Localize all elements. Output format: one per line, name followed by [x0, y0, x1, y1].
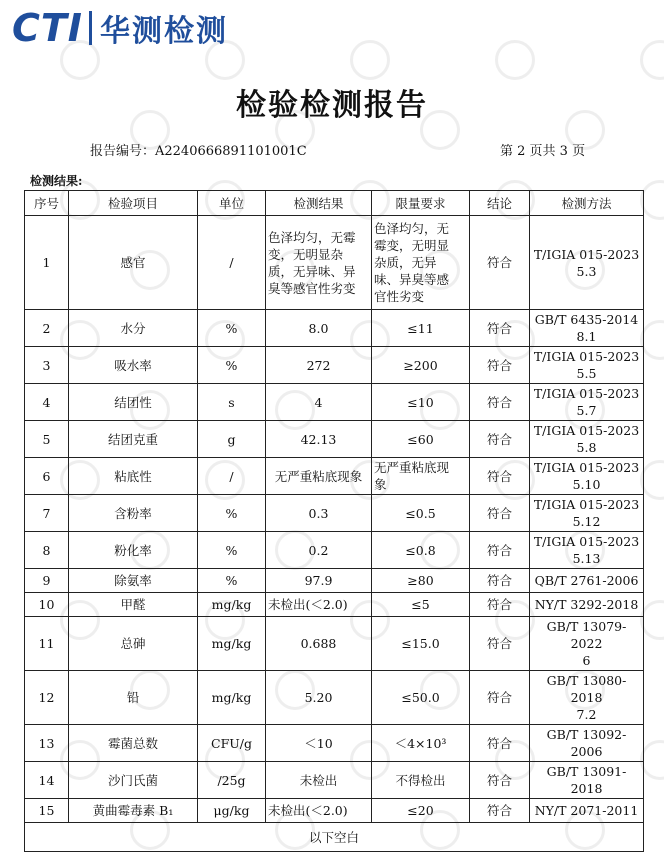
cell-unit: % — [198, 310, 266, 347]
logo-divider — [89, 11, 92, 45]
company-logo — [12, 6, 228, 50]
cell-method: GB/T 13091-2018 — [530, 762, 644, 799]
cell-unit: μg/kg — [198, 799, 266, 823]
table-row — [25, 495, 644, 532]
cell-item: 总砷 — [69, 617, 198, 671]
col-header-result: 检测结果 — [266, 191, 372, 216]
cell-item: 水分 — [69, 310, 198, 347]
cell-no: 5 — [25, 421, 69, 458]
cell-limit: ＜4×10³ — [372, 725, 470, 762]
cell-limit: 不得检出 — [372, 762, 470, 799]
logo-cti-text: CTI — [12, 6, 83, 50]
cell-limit: ≤20 — [372, 799, 470, 823]
cell-method: GB/T 13092-2006 — [530, 725, 644, 762]
cell-result: 未检出 — [266, 762, 372, 799]
cell-limit: ≥200 — [372, 347, 470, 384]
cell-item: 铅 — [69, 671, 198, 725]
cell-conclusion: 符合 — [470, 495, 530, 532]
cell-unit: mg/kg — [198, 671, 266, 725]
cell-limit: ≤50.0 — [372, 671, 470, 725]
table-row — [25, 617, 644, 671]
col-header-no: 序号 — [25, 191, 69, 216]
cell-method: T/IGIA 015-2023 5.13 — [530, 532, 644, 569]
cell-conclusion: 符合 — [470, 458, 530, 495]
cell-unit: /25g — [198, 762, 266, 799]
cell-unit: CFU/g — [198, 725, 266, 762]
cell-method: T/IGIA 015-2023 5.10 — [530, 458, 644, 495]
table-row — [25, 569, 644, 593]
cell-limit: ≤11 — [372, 310, 470, 347]
cell-no: 14 — [25, 762, 69, 799]
cell-limit: ≤5 — [372, 593, 470, 617]
cell-item: 粉化率 — [69, 532, 198, 569]
cell-no: 12 — [25, 671, 69, 725]
cell-result: 272 — [266, 347, 372, 384]
cell-result: 无严重粘底现象 — [266, 458, 372, 495]
cell-conclusion: 符合 — [470, 617, 530, 671]
table-row — [25, 762, 644, 799]
cell-conclusion: 符合 — [470, 799, 530, 823]
cell-item: 除氨率 — [69, 569, 198, 593]
cell-method: T/IGIA 015-2023 5.7 — [530, 384, 644, 421]
cell-item: 甲醛 — [69, 593, 198, 617]
cell-method: T/IGIA 015-2023 5.8 — [530, 421, 644, 458]
cell-unit: mg/kg — [198, 617, 266, 671]
cell-limit: ≤0.5 — [372, 495, 470, 532]
cell-no: 11 — [25, 617, 69, 671]
cell-result: 0.688 — [266, 617, 372, 671]
cell-limit: ≥80 — [372, 569, 470, 593]
page-number: 第 2 页共 3 页 — [500, 144, 586, 159]
watermark-seal-icon — [640, 40, 664, 80]
cell-limit: ≤0.8 — [372, 532, 470, 569]
cell-no: 8 — [25, 532, 69, 569]
cell-unit: % — [198, 347, 266, 384]
col-header-method: 检测方法 — [530, 191, 644, 216]
cell-method: NY/T 2071-2011 — [530, 799, 644, 823]
cell-unit: % — [198, 569, 266, 593]
cell-unit: mg/kg — [198, 593, 266, 617]
cell-unit: s — [198, 384, 266, 421]
cell-method: T/IGIA 015-2023 5.3 — [530, 216, 644, 310]
cell-conclusion: 符合 — [470, 671, 530, 725]
cell-result: 42.13 — [266, 421, 372, 458]
cell-method: NY/T 3292-2018 — [530, 593, 644, 617]
cell-conclusion: 符合 — [470, 593, 530, 617]
cell-conclusion: 符合 — [470, 216, 530, 310]
table-row — [25, 216, 644, 310]
cell-item: 沙门氏菌 — [69, 762, 198, 799]
cell-method: GB/T 6435-2014 8.1 — [530, 310, 644, 347]
cell-unit: / — [198, 458, 266, 495]
cell-conclusion: 符合 — [470, 384, 530, 421]
report-number: 报告编号：A2240666891101001C — [90, 144, 307, 159]
cell-item: 结团性 — [69, 384, 198, 421]
cell-item: 感官 — [69, 216, 198, 310]
logo-chinese-text: 华测检测 — [99, 14, 228, 49]
table-row — [25, 725, 644, 762]
cell-result: 色泽均匀，无霉 变，无明显杂 质，无异味、异 臭等感官性劣变 — [266, 216, 372, 310]
col-header-conclusion: 结论 — [470, 191, 530, 216]
table-row — [25, 593, 644, 617]
cell-limit: ≤60 — [372, 421, 470, 458]
table-row — [25, 347, 644, 384]
cell-conclusion: 符合 — [470, 310, 530, 347]
table-row — [25, 421, 644, 458]
cell-limit: ≤10 — [372, 384, 470, 421]
cell-unit: % — [198, 495, 266, 532]
table-footer-text: 以下空白 — [25, 823, 644, 852]
table-footer-row — [25, 823, 644, 852]
table-header-row — [25, 191, 644, 216]
cell-conclusion: 符合 — [470, 347, 530, 384]
cell-no: 6 — [25, 458, 69, 495]
col-header-item: 检验项目 — [69, 191, 198, 216]
cell-result: 0.2 — [266, 532, 372, 569]
cell-unit: % — [198, 532, 266, 569]
cell-method: T/IGIA 015-2023 5.12 — [530, 495, 644, 532]
cell-item: 含粉率 — [69, 495, 198, 532]
cell-method: GB/T 13080-2018 7.2 — [530, 671, 644, 725]
table-row — [25, 458, 644, 495]
cell-result: 未检出(＜2.0) — [266, 593, 372, 617]
cell-limit: ≤15.0 — [372, 617, 470, 671]
cell-item: 霉菌总数 — [69, 725, 198, 762]
cell-no: 7 — [25, 495, 69, 532]
cell-result: 0.3 — [266, 495, 372, 532]
table-row — [25, 532, 644, 569]
table-row — [25, 310, 644, 347]
cell-conclusion: 符合 — [470, 762, 530, 799]
cell-result: 8.0 — [266, 310, 372, 347]
watermark-seal-icon — [350, 40, 390, 80]
cell-item: 吸水率 — [69, 347, 198, 384]
cell-no: 3 — [25, 347, 69, 384]
results-table — [24, 190, 644, 852]
cell-item: 结团克重 — [69, 421, 198, 458]
cell-no: 2 — [25, 310, 69, 347]
table-row — [25, 671, 644, 725]
cell-result: 4 — [266, 384, 372, 421]
col-header-limit: 限量要求 — [372, 191, 470, 216]
cell-no: 10 — [25, 593, 69, 617]
cell-result: 5.20 — [266, 671, 372, 725]
cell-conclusion: 符合 — [470, 532, 530, 569]
cell-method: T/IGIA 015-2023 5.5 — [530, 347, 644, 384]
cell-conclusion: 符合 — [470, 725, 530, 762]
cell-result: 97.9 — [266, 569, 372, 593]
cell-unit: g — [198, 421, 266, 458]
cell-unit: / — [198, 216, 266, 310]
cell-item: 粘底性 — [69, 458, 198, 495]
cell-no: 13 — [25, 725, 69, 762]
report-title: 检验检测报告 — [236, 88, 428, 123]
cell-no: 4 — [25, 384, 69, 421]
cell-no: 1 — [25, 216, 69, 310]
cell-method: QB/T 2761-2006 — [530, 569, 644, 593]
section-heading: 检测结果: — [30, 174, 83, 188]
cell-limit: 无严重粘底现 象 — [372, 458, 470, 495]
table-row — [25, 384, 644, 421]
cell-limit: 色泽均匀，无 霉变，无明显 杂质，无异 味、异臭等感 官性劣变 — [372, 216, 470, 310]
col-header-unit: 单位 — [198, 191, 266, 216]
cell-result: 未检出(＜2.0) — [266, 799, 372, 823]
table-row — [25, 799, 644, 823]
cell-no: 15 — [25, 799, 69, 823]
cell-no: 9 — [25, 569, 69, 593]
cell-conclusion: 符合 — [470, 569, 530, 593]
cell-conclusion: 符合 — [470, 421, 530, 458]
cell-method: GB/T 13079-2022 6 — [530, 617, 644, 671]
cell-item: 黄曲霉毒素 B₁ — [69, 799, 198, 823]
watermark-seal-icon — [495, 40, 535, 80]
cell-result: ＜10 — [266, 725, 372, 762]
